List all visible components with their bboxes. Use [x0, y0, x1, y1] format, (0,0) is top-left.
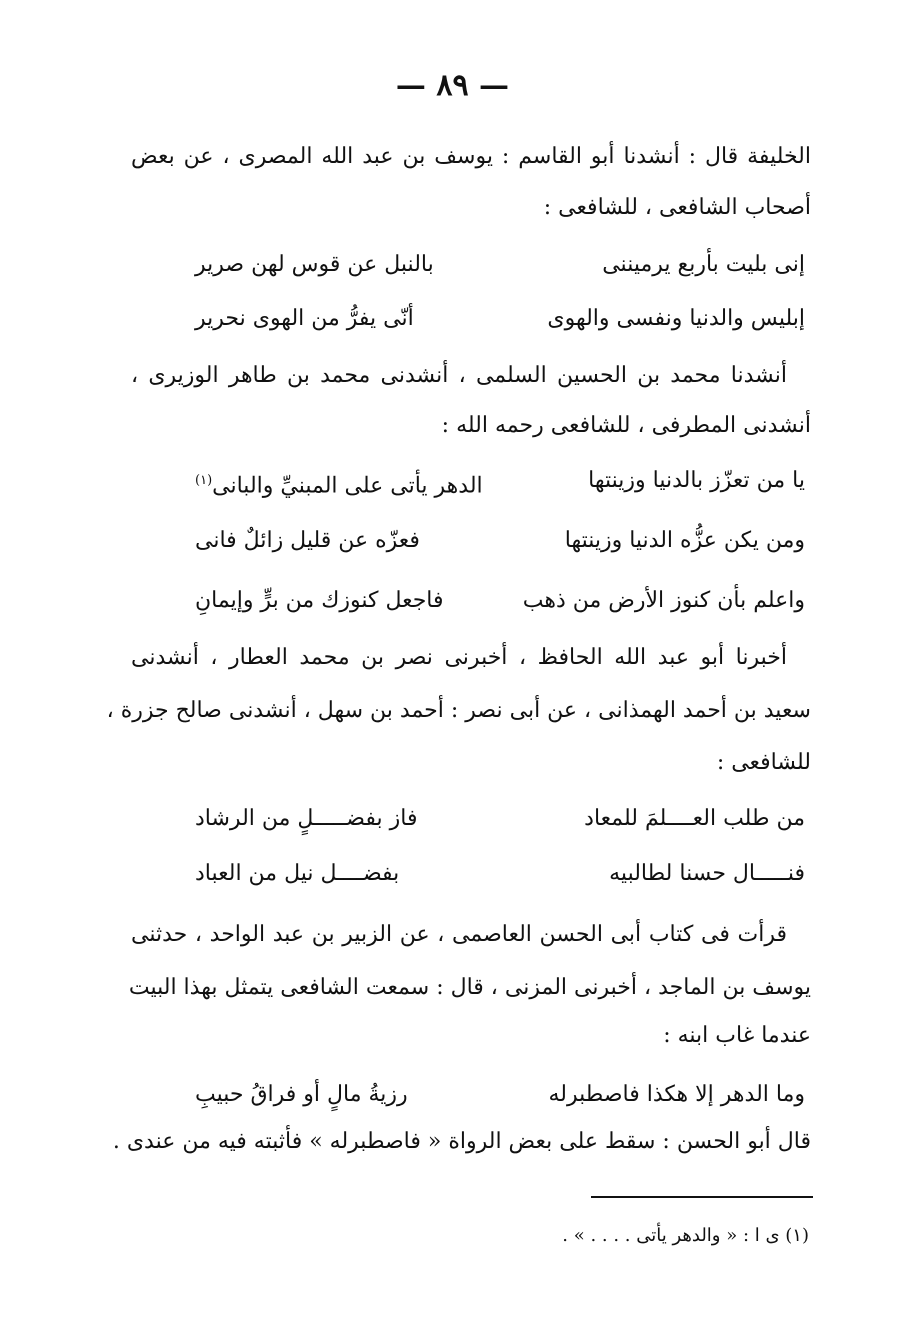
verse-second-hemistich-text: الدهر يأتى على المبنيِّ والبانى — [212, 473, 483, 499]
verse-first-hemistich: إبليس والدنيا ونفسى والهوى — [547, 306, 805, 331]
verse-second-hemistich: أنّى يفرُّ من الهوى نحرير — [195, 306, 414, 331]
text-line: قرأت فى كتاب أبى الحسن العاصمى ، عن الزبير بن عبد الواحد ، حدثنى — [131, 922, 787, 947]
text-line: الخليفة قال : أنشدنا أبو القاسم : يوسف بن عبد الله المصرى ، عن بعض — [131, 144, 811, 169]
verse-line — [195, 522, 805, 560]
text-line: سعيد بن أحمد الهمذانى ، عن أبى نصر : أحمد بن سهل ، أنشدنى صالح جزرة ، — [106, 698, 811, 723]
verse-line — [195, 800, 805, 838]
verse-second-hemistich: بفضــــل نيل من العباد — [195, 861, 400, 886]
footnote-reference: (١) — [195, 473, 213, 488]
verse-line — [195, 462, 805, 500]
verse-line — [195, 582, 805, 620]
text-line: أخبرنا أبو عبد الله الحافظ ، أخبرنى نصر بن محمد العطار ، أنشدنى — [131, 645, 787, 670]
footnote: (١) ى ا : « والدهر يأتى . . . . » . — [562, 1225, 809, 1246]
verse-second-hemistich: رزيةُ مالٍ أو فراقُ حبيبِ — [195, 1082, 408, 1107]
page-number: — ٨٩ — — [395, 68, 510, 103]
text-line: أصحاب الشافعى ، للشافعى : — [543, 195, 811, 220]
verse-first-hemistich: من طلب العــــلمَ للمعاد — [584, 806, 805, 831]
verse-second-hemistich — [195, 462, 483, 500]
verse-first-hemistich: وما الدهر إلا هكذا فاصطبرله — [548, 1082, 805, 1107]
verse-second-hemistich: فاز بفضـــــلٍ من الرشاد — [195, 806, 418, 831]
text-line: للشافعى : — [716, 750, 811, 775]
text-line: عندما غاب ابنه : — [663, 1023, 811, 1048]
verse-first-hemistich: فنـــــال حسنا لطالبيه — [609, 861, 805, 886]
verse-first-hemistich: ومن يكن عزُّه الدنيا وزينتها — [564, 528, 805, 553]
verse-line — [195, 300, 805, 338]
verse-second-hemistich: فعزّه عن قليل زائلٌ فانى — [195, 528, 420, 553]
text-line: قال أبو الحسن : سقط على بعض الرواة « فاصطبرله » فأثبته فيه من عندى . — [112, 1129, 811, 1154]
verse-line — [195, 855, 805, 893]
text-line: أنشدنى المطرفى ، للشافعى رحمه الله : — [441, 413, 811, 438]
footnote-divider — [591, 1196, 813, 1198]
verse-line — [195, 1076, 805, 1114]
text-line: أنشدنا محمد بن الحسين السلمى ، أنشدنى محمد بن طاهر الوزيرى ، — [131, 363, 787, 388]
verse-line — [195, 246, 805, 284]
verse-second-hemistich: فاجعل كنوزك من برٍّ وإيمانِ — [195, 588, 444, 613]
text-line: يوسف بن الماجد ، أخبرنى المزنى ، قال : سمعت الشافعى يتمثل بهذا البيت — [128, 975, 811, 1000]
verse-first-hemistich: واعلم بأن كنوز الأرض من ذهب — [522, 588, 805, 613]
verse-first-hemistich: إنى بليت بأربع يرميننى — [602, 252, 805, 277]
verse-second-hemistich: بالنبل عن قوس لهن صرير — [195, 252, 434, 277]
verse-first-hemistich: يا من تعزّز بالدنيا وزينتها — [588, 468, 805, 493]
